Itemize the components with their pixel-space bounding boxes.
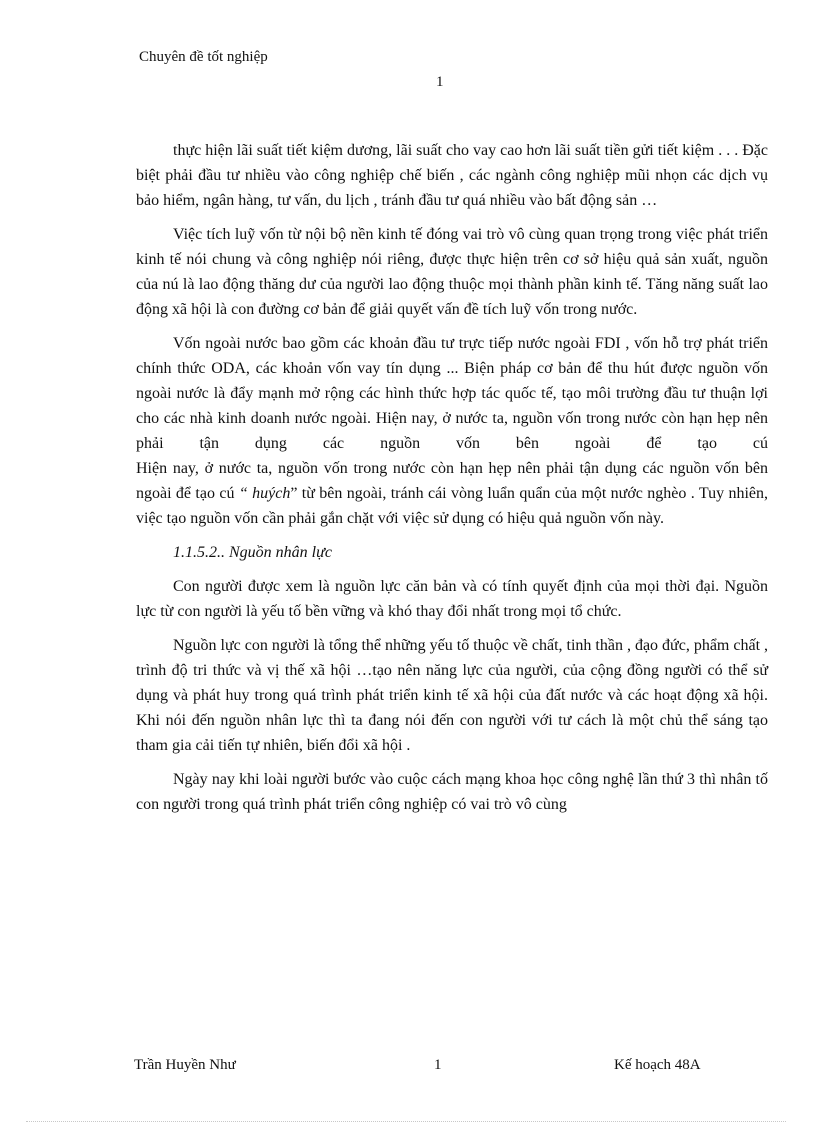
footer-page-number: 1	[434, 1057, 442, 1073]
header-title: Chuyên đề tốt nghiệp	[139, 49, 268, 65]
paragraph-2: Việc tích luỹ vốn từ nội bộ nền kinh tế đóng vai trò vô cùng quan trọng trong việc phát triển kinh tế nói chung và công nghiệp nói riêng, được thực hiện trên cơ sở hiệu quả sản xuất, nguồn của nú là lao động thăng dư của người lao động thuộc mọi thành phần kinh tế. Tăng năng suất lao động xã hội là con đường cơ bản để giải quyết vấn đề tích luỹ vốn trong nước.	[136, 226, 768, 318]
header-page-number: 1	[436, 74, 444, 90]
page-bottom-divider	[26, 1121, 786, 1122]
paragraph-4-part-2: ” từ bên ngoài, tránh cái vòng luẩn quẩn của một nước nghèo . Tuy nhiên, việc tạo nguồn vốn cần phải gắn chặt với việc sử dụng có hiệu quả nguồn vốn này.	[136, 485, 768, 527]
paragraph-6: Nguồn lực con người là tổng thể những yếu tố thuộc về chất, tinh thần , đạo đức, phẩm chất , trình độ tri thức và vị thế xã hội …tạo nên năng lực của người, của cộng đồng người có thể sử dụng và phát huy trong quá trình phát triển kinh tế xã hội của đất nước và các hoạt động xã hội. Khi nói đến nguồn nhân lực thì ta đang nói đến con người với tư cách là một chủ thể sáng tạo tham gia cải tiến tự nhiên, biến đổi xã hội .	[136, 637, 769, 754]
section-heading: 1.1.5.2.. Nguồn nhân lực	[173, 544, 332, 561]
paragraph-4	[136, 456, 768, 531]
paragraph-7: Ngày nay khi loài người bước vào cuộc cách mạng khoa học công nghệ lần thứ 3 thì nhân tố con người trong quá trình phát triển công nghiệp có vai trò vô cùng	[136, 771, 768, 813]
paragraph-1: thực hiện lãi suất tiết kiệm dương, lãi suất cho vay cao hơn lãi suất tiền gửi tiết kiệm . . . Đặc biệt phải đầu tư nhiều vào công nghiệp chế biến , các ngành công nghiệp mũi nhọn các dịch vụ bảo hiểm, ngân hàng, tư vấn, du lịch , tránh đầu tư quá nhiều vào bất động sản …	[136, 142, 768, 209]
paragraph-5: Con người được xem là nguồn lực căn bản và có tính quyết định của mọi thời đại. Nguồn lực từ con người là yếu tố bền vững và khó thay đổi nhất trong mọi tổ chức.	[136, 578, 768, 620]
paragraph-4-emphasis: “ huých	[238, 485, 291, 502]
paragraph-4-part-1: Hiện nay, ở nước ta, nguồn vốn trong nước còn hạn hẹp nên phải tận dụng các nguồn vốn bên ngoài để tạo cú	[136, 460, 768, 502]
footer-class: Kế hoạch 48A	[614, 1057, 701, 1073]
footer-author: Trần Huyền Như	[134, 1057, 236, 1073]
paragraph-3: Vốn ngoài nước bao gồm các khoản đầu tư trực tiếp nước ngoài FDI , vốn hỗ trợ phát triển chính thức ODA, các khoản vốn vay tín dụng ... Biện pháp cơ bản để thu hút được nguồn vốn ngoài nước là đẩy mạnh mở rộng các hình thức hợp tác quốc tế, tạo môi trường đầu tư thuận lợi cho các nhà kinh doanh nước ngoài. Hiện nay, ở nước ta, nguồn vốn trong nước còn hạn hẹp nên phải tận dụng các nguồn vốn bên ngoài để tạo cú	[136, 335, 768, 452]
document-body	[136, 138, 768, 826]
